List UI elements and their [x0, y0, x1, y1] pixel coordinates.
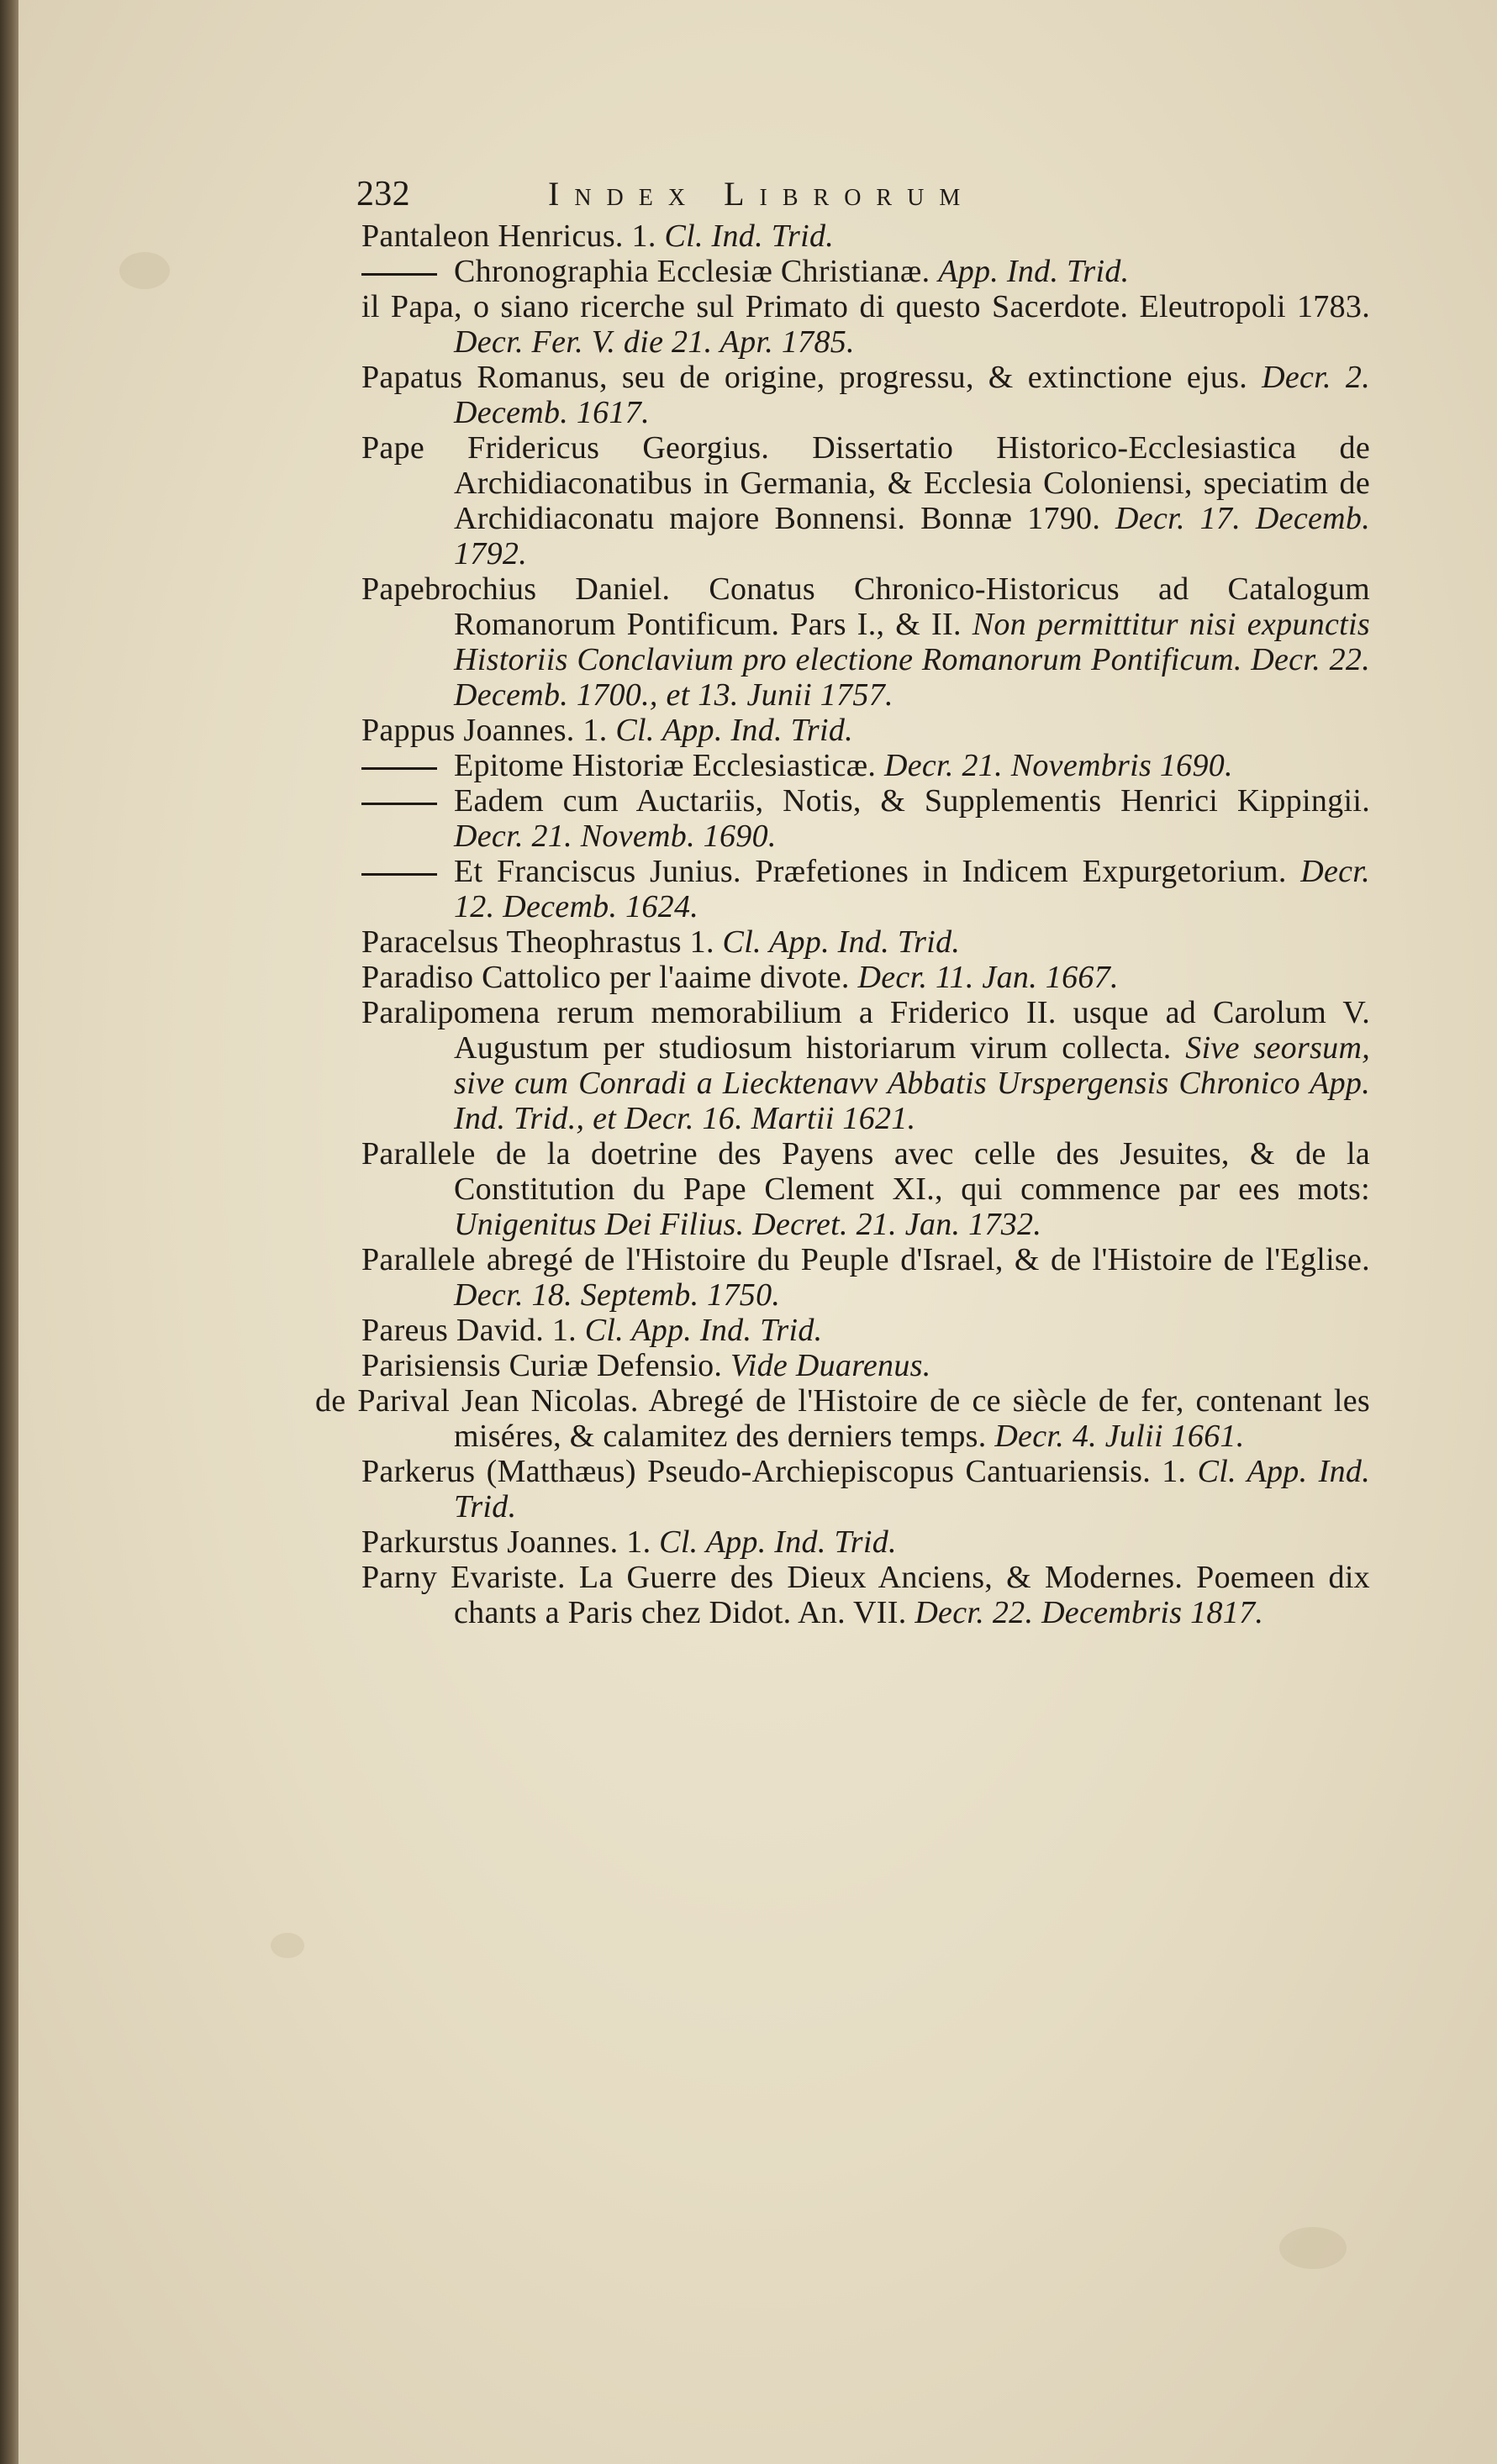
page-header: [328, 176, 1370, 213]
ditto-dash: [361, 273, 437, 276]
index-entry: de Parival Jean Nicolas. Abregé de l'Histoire de ce siècle de fer, contenant les miséres, & calamitez des derniers temps. Decr. 4. Julii 1661.: [315, 1383, 1370, 1454]
index-entry: Papatus Romanus, seu de origine, progressu, & extinctione ejus. Decr. 2. Decemb. 1617.: [361, 360, 1370, 430]
index-entry: Et Franciscus Junius. Præfetiones in Indicem Expurgetorium. Decr. 12. Decemb. 1624.: [328, 854, 1370, 924]
ditto-dash: [361, 873, 437, 876]
index-entry: Parkurstus Joannes. 1. Cl. App. Ind. Trid.: [361, 1524, 897, 1560]
index-entry: Parisiensis Curiæ Defensio. Vide Duarenus.: [361, 1348, 931, 1383]
ditto-dash: [361, 803, 437, 805]
index-entry: Epitome Historiæ Ecclesiasticæ. Decr. 21. Novembris 1690.: [328, 748, 1370, 783]
index-entry: Eadem cum Auctariis, Notis, & Supplementis Henrici Kippingii. Decr. 21. Novemb. 1690.: [328, 783, 1370, 854]
index-entry: Papebrochius Daniel. Conatus Chronico-Historicus ad Catalogum Romanorum Pontificum. Pars I., & II. Non permittitur nisi expunctis Historiis Conclavium pro electione Romanorum Pontificum. Decr. 22. Decemb. 1700., et 13. Junii 1757.: [361, 571, 1370, 713]
index-entry: Parallele de la doetrine des Payens avec celle des Jesuites, & de la Constitution du Pape Clement XI., qui commence par ees mots: Unigenitus Dei Filius. Decret. 21. Jan. 1732.: [361, 1136, 1370, 1242]
foxing-spot: [119, 252, 170, 289]
index-entry: Pareus David. 1. Cl. App. Ind. Trid.: [361, 1313, 823, 1348]
index-entry: Paralipomena rerum memorabilium a Friderico II. usque ad Carolum V. Augustum per studiosum historiarum virum collecta. Sive seorsum, sive cum Conradi a Liecktenavv Abbatis Urspergensis Chronico App. Ind. Trid., et Decr. 16. Martii 1621.: [361, 995, 1371, 1136]
page-number: 232: [356, 175, 410, 213]
index-entry: Pappus Joannes. 1. Cl. App. Ind. Trid.: [361, 713, 853, 748]
index-entry: Parkerus (Matthæus) Pseudo-Archiepiscopus Cantuariensis. 1. Cl. App. Ind. Trid.: [361, 1454, 1370, 1524]
page-body: [315, 175, 1371, 1630]
index-entry: il Papa, o siano ricerche sul Primato di questo Sacerdote. Eleutropoli 1783. Decr. Fer. V. die 21. Apr. 1785.: [361, 289, 1371, 360]
index-entry: Pantaleon Henricus. 1. Cl. Ind. Trid.: [361, 218, 835, 254]
index-entry: Parallele abregé de l'Histoire du Peuple d'Israel, & de l'Histoire de l'Eglise. Decr. 18. Septemb. 1750.: [361, 1242, 1370, 1313]
index-entry: Pape Fridericus Georgius. Dissertatio Historico-Ecclesiastica de Archidiaconatibus in Germania, & Ecclesia Coloniensi, speciatim de Archidiaconatu majore Bonnensi. Bonnæ 1790. Decr. 17. Decemb. 1792.: [361, 430, 1370, 571]
ditto-dash: [361, 767, 437, 770]
index-entry: Paradiso Cattolico per l'aaime divote. Decr. 11. Jan. 1667.: [361, 960, 1119, 995]
index-entry: Parny Evariste. La Guerre des Dieux Anciens, & Modernes. Poemeen dix chants a Paris chez Didot. An. VII. Decr. 22. Decembris 1817.: [361, 1560, 1370, 1630]
foxing-spot: [271, 1933, 304, 1958]
foxing-spot: [1279, 2227, 1347, 2269]
index-entry: Paracelsus Theophrastus 1. Cl. App. Ind. Trid.: [361, 924, 961, 960]
index-entry: Chronographia Ecclesiæ Christianæ. App. Ind. Trid.: [328, 254, 1370, 289]
running-title: Index Librorum: [548, 175, 976, 213]
